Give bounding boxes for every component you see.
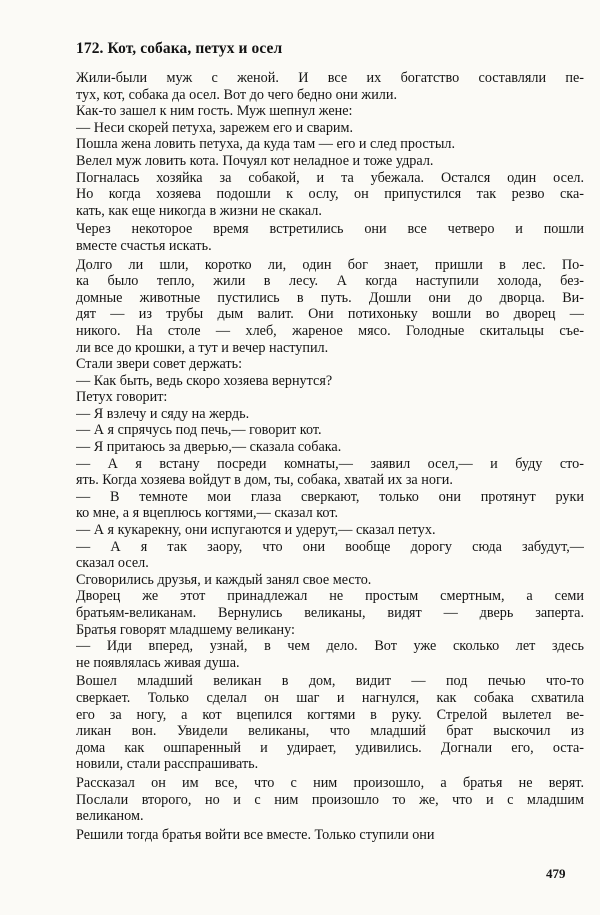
text-line: ли все до крошки, а тут и вечер наступил. bbox=[76, 339, 329, 356]
text-line: ка было тепло, жили в лесу. А когда наступили холода, без- bbox=[76, 273, 584, 290]
story-text bbox=[76, 70, 584, 843]
text-line: — Я взлечу и сяду на жердь. bbox=[76, 405, 250, 422]
text-line: тух, кот, собака да осел. Вот до чего бедно они жили. bbox=[76, 86, 398, 103]
text-line: Сговорились друзья, и каждый занял свое место. bbox=[76, 571, 372, 588]
text-line: сверкает. Только сделал он шаг и нагнулся, как собака схватила bbox=[76, 689, 584, 706]
text-line: Как-то зашел к ним гость. Муж шепнул жене: bbox=[76, 103, 353, 120]
text-line: Дворец же этот принадлежал не простым смертным, а семи bbox=[76, 588, 584, 605]
text-line: кать, как еще никогда в жизни не скакал. bbox=[76, 202, 322, 219]
text-line: — А я спрячусь под печь,— говорит кот. bbox=[76, 422, 322, 439]
page-number: 479 bbox=[546, 866, 566, 881]
text-line: новили, стали расспрашивать. bbox=[76, 756, 259, 773]
text-line: братьям-великанам. Вернулись великаны, видят — дверь заперта. bbox=[76, 605, 584, 621]
text-line: — А я кукарекну, они испугаются и удерут,— сказал петух. bbox=[76, 522, 436, 539]
text-line: великаном. bbox=[76, 808, 144, 825]
text-line: ять. Когда хозяева войдут в дом, ты, собака, хватай их за ноги. bbox=[76, 472, 453, 489]
text-line: — А я так заору, что они вообще дорогу сюда забудут,— bbox=[76, 538, 584, 555]
text-line: Петух говорит: bbox=[76, 389, 168, 406]
text-line: Стали звери совет держать: bbox=[76, 356, 243, 373]
text-line: Погналась хозяйка за собакой, и та убежала. Остался один осел. bbox=[76, 169, 584, 186]
text-line: домные животные пустились в путь. Дошли они до дворца. Ви- bbox=[76, 289, 584, 306]
text-line: Но когда хозяева подошли к ослу, он припустился так резво ска- bbox=[76, 186, 584, 203]
text-line: — Неси скорей петуха, зарежем его и сварим. bbox=[76, 119, 354, 136]
text-line: Жили-были муж с женой. И все их богатство составляли пе- bbox=[76, 70, 584, 86]
text-line: — А я встану посреди комнаты,— заявил осел,— и буду сто- bbox=[76, 455, 584, 472]
text-line: дят — из трубы дым валит. Они потихоньку вошли во дворец — bbox=[76, 306, 584, 323]
text-line: — Иди вперед, узнай, в чем дело. Вот уже сколько лет здесь bbox=[76, 638, 584, 655]
text-line: вместе счастья искать. bbox=[76, 237, 212, 254]
text-line: его за ногу, а кот вцепился когтями в руку. Стрелой вылетел ве- bbox=[76, 706, 584, 723]
story-title: 172. Кот, собака, петух и осел bbox=[76, 40, 283, 57]
text-line: Рассказал он им все, что с ним произошло, а братья не верят. bbox=[76, 774, 584, 791]
text-line: — Как быть, ведь скоро хозяева вернутся? bbox=[76, 372, 333, 389]
text-line: — Я притаюсь за дверью,— сказала собака. bbox=[76, 439, 342, 456]
text-line: Послали второго, но и с ним произошло то же, что и с младшим bbox=[76, 791, 584, 808]
text-line: Решили тогда братья войти все вместе. Только ступили они bbox=[76, 826, 435, 843]
text-line: Пошла жена ловить петуха, да куда там — его и след простыл. bbox=[76, 136, 456, 153]
text-line: Через некоторое время встретились они все четверо и пошли bbox=[76, 221, 584, 238]
text-line: Братья говорят младшему великану: bbox=[76, 621, 295, 638]
text-line: дома как ошпаренный и удирает, удивились. Догнали его, оста- bbox=[76, 739, 584, 756]
text-line: — В темноте мои глаза сверкают, только они протянут руки bbox=[76, 488, 584, 505]
text-line: Вошел младший великан в дом, видит — под печью что-то bbox=[76, 673, 584, 690]
text-line: не появлялась живая душа. bbox=[76, 654, 240, 671]
text-line: сказал осел. bbox=[76, 555, 149, 572]
text-line: ко мне, а я вцеплюсь когтями,— сказал кот. bbox=[76, 505, 339, 522]
text-line: никого. На столе — хлеб, жареное мясо. Голодные скитальцы съе- bbox=[76, 322, 584, 339]
text-line: Долго ли шли, коротко ли, один бог знает, пришли в лес. По- bbox=[76, 256, 584, 273]
text-line: ликан вон. Увидели великаны, что младший брат выскочил из bbox=[76, 723, 584, 740]
text-line: Велел муж ловить кота. Почуял кот неладное и тоже удрал. bbox=[76, 152, 434, 169]
